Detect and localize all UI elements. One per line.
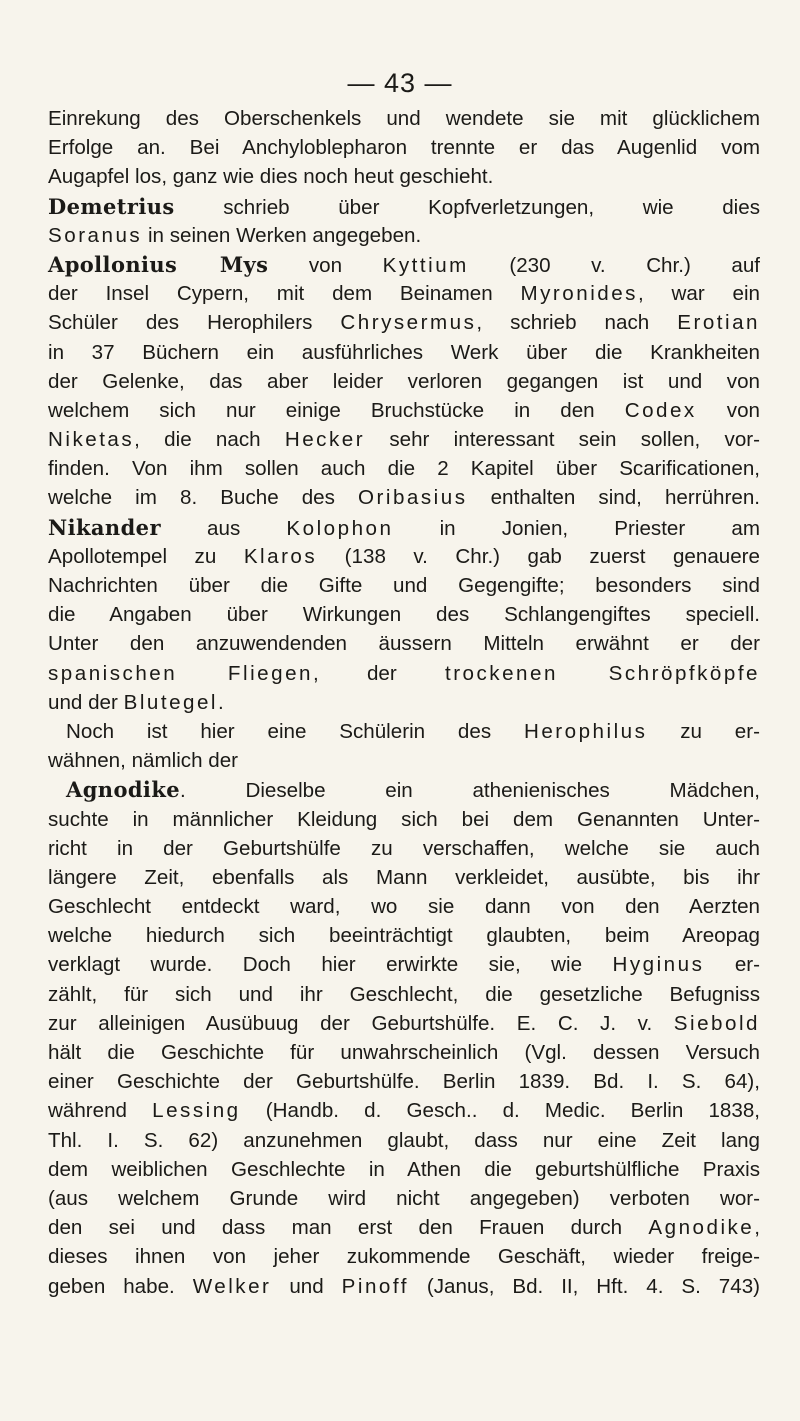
spaced-name: Agnodike [648,1216,755,1240]
spaced-name: Hecker [284,428,366,452]
entry-heading: Demetrius [48,193,175,219]
text-segment: sehr interessant sein sollen, vor- [365,428,760,452]
text-line [48,396,760,425]
text-line [48,629,760,658]
text-segment: hält die Geschichte für unwahrscheinlich (Vgl. dessen Versuch [48,1041,760,1064]
text-line [48,746,760,775]
text-line [48,863,760,892]
text-line [48,1155,760,1184]
text-segment: Nachrichten über die Gifte und Gegengifte; besonders sind [48,574,760,597]
text-line [48,1272,760,1301]
spaced-name: Chrysermus [340,311,477,335]
text-line [48,221,760,250]
text-segment: , [754,1216,760,1240]
spaced-name: Niketas [48,428,135,452]
text-line [48,104,760,133]
text-segment: Geschlecht entdeckt ward, wo sie dann von den Aerzten [48,895,760,919]
body-text [48,104,760,1301]
text-line [48,133,760,162]
spaced-name: Welker [192,1274,272,1298]
text-segment: welche im 8. Buche des [48,486,359,510]
text-segment: Augapfel los, ganz wie dies noch heut geschieht. [48,165,494,189]
text-segment: in 37 Büchern ein ausführliches Werk über die Krankheiten [48,340,760,364]
text-segment: dem weiblichen Geschlechte in Athen die geburtshülfliche Praxis [48,1157,760,1181]
text-segment: welche hiedurch sich beeinträchtigt glaubten, beim Areopag [48,924,760,948]
text-segment: in seinen Werken angegeben. [142,223,422,247]
text-line [48,1126,760,1155]
text-line [48,279,760,308]
text-segment: zur alleinigen Ausübuug der Geburtshülfe. E. C. J. v. [48,1011,674,1035]
text-segment: den sei und dass man erst den Frauen durch [48,1216,649,1240]
spaced-name: Soranus [48,223,143,247]
text-segment: von [696,398,760,422]
text-line [48,162,760,191]
text-segment: der Gelenke, das aber leider verloren gegangen ist und von [48,369,760,393]
spaced-name: Kolophon [286,516,394,540]
spaced-name: Codex [624,398,697,422]
text-line [48,834,760,863]
text-segment: zählt, für sich und ihr Geschlecht, die gesetzliche Befugniss [48,982,760,1006]
text-line [48,921,760,950]
text-line [48,805,760,834]
text-segment: geben habe. [48,1274,193,1298]
text-line [48,454,760,483]
text-line [48,600,760,629]
text-segment: finden. Von ihm sollen auch die 2 Kapitel über Scarificationen, [48,457,760,481]
entry-heading: Nikander [48,514,161,540]
text-line [48,688,760,717]
text-segment: , war ein [637,282,760,306]
entry-heading: Agnodike [66,777,181,803]
spaced-name: Blutegel [123,690,218,714]
text-segment: längere Zeit, ebenfalls als Mann verkleidet, ausübte, bis ihr [48,865,760,889]
text-line [48,250,760,279]
text-line [48,892,760,921]
text-segment: schrieb über Kopfverletzungen, wie dies [174,195,760,219]
text-segment: . Dieselbe ein athenienisches Mädchen, [180,779,760,803]
text-segment: dieses ihnen von jeher zukommende Geschäft, wieder freige- [48,1245,760,1269]
text-line [48,338,760,367]
text-line [48,1096,760,1125]
text-line [48,513,760,542]
spaced-name: Herophilus [523,719,648,743]
text-line [48,367,760,396]
text-segment: (230 v. Chr.) auf [468,253,760,277]
text-line [48,717,760,746]
text-segment: der Insel Cypern, mit dem Beinamen [48,282,521,306]
text-line [48,1067,760,1096]
text-segment: zu er- [647,719,760,743]
text-line [48,571,760,600]
text-line [48,1038,760,1067]
text-segment: und [271,1274,342,1298]
spaced-name: Hyginus [612,953,705,977]
text-segment: wähnen, nämlich der [48,749,239,773]
text-line [48,1242,760,1271]
text-segment: Thl. I. S. 62) anzunehmen glaubt, dass nur eine Zeit lang [48,1128,760,1152]
text-segment: , der [312,661,445,685]
spaced-name: Siebold [673,1011,760,1035]
spaced-name: Pinoff [341,1274,409,1298]
text-segment: in Jonien, Priester am [393,516,760,540]
text-line [48,542,760,571]
text-segment: (aus welchem Grunde wird nicht angegeben) verboten wor- [48,1186,760,1210]
text-line [48,425,760,454]
text-segment: Schüler des Herophilers [48,311,341,335]
entry-heading: Apollonius Mys [48,251,269,277]
text-segment: Unter den anzuwendenden äussern Mitteln erwähnt er der [48,632,760,656]
text-segment: verklagt wurde. Doch hier erwirkte sie, wie [48,953,613,977]
text-segment: (Janus, Bd. II, Hft. 4. S. 743) [408,1274,761,1298]
spaced-name: trockenen Schröpfköpfe [444,661,761,685]
spaced-name: spanischen Fliegen [48,661,313,685]
text-segment: die Angaben über Wirkungen des Schlangengiftes speciell. [48,603,760,627]
text-segment: von [268,253,383,277]
text-line [48,980,760,1009]
text-line [48,659,760,688]
text-segment: , schrieb nach [476,311,678,335]
text-segment: Apollotempel zu [48,544,244,568]
text-segment: er- [704,953,760,977]
spaced-name: Erotian [677,311,761,335]
text-segment: (Handb. d. Gesch.. d. Medic. Berlin 1838, [240,1099,761,1123]
text-line [48,1184,760,1213]
text-segment: enthalten sind, herrühren. [467,486,760,510]
text-segment: . [218,690,224,714]
text-segment: welchem sich nur einige Bruchstücke in den [48,398,625,422]
spaced-name: Oribasius [358,486,468,510]
text-line [48,1009,760,1038]
spaced-name: Kyttium [382,253,469,277]
page-number: — 43 — [347,68,453,98]
text-line [48,950,760,979]
text-segment: Noch ist hier eine Schülerin des [66,719,524,743]
text-segment: und der [48,690,124,714]
text-line [48,308,760,337]
text-line [48,483,760,512]
spaced-name: Klaros [243,544,318,568]
spaced-name: Lessing [152,1099,241,1123]
text-line [48,192,760,221]
text-segment: Einrekung des Oberschenkels und wendete sie mit glücklichem [48,107,760,130]
text-segment: einer Geschichte der Geburtshülfe. Berlin 1839. Bd. I. S. 64), [48,1070,760,1094]
text-segment: aus [160,516,287,540]
text-segment: (138 v. Chr.) gab zuerst genauere [317,544,760,568]
text-segment: suchte in männlicher Kleidung sich bei dem Genannten Unter- [48,807,760,831]
text-segment: richt in der Geburtshülfe zu verschaffen, welche sie auch [48,836,760,860]
text-segment: , die nach [134,428,285,452]
spaced-name: Myronides [520,282,638,306]
text-line [48,1213,760,1242]
text-segment: während [48,1099,153,1123]
text-line [48,775,760,804]
text-segment: Erfolge an. Bei Anchyloblepharon trennte er das Augenlid vom [48,136,760,160]
